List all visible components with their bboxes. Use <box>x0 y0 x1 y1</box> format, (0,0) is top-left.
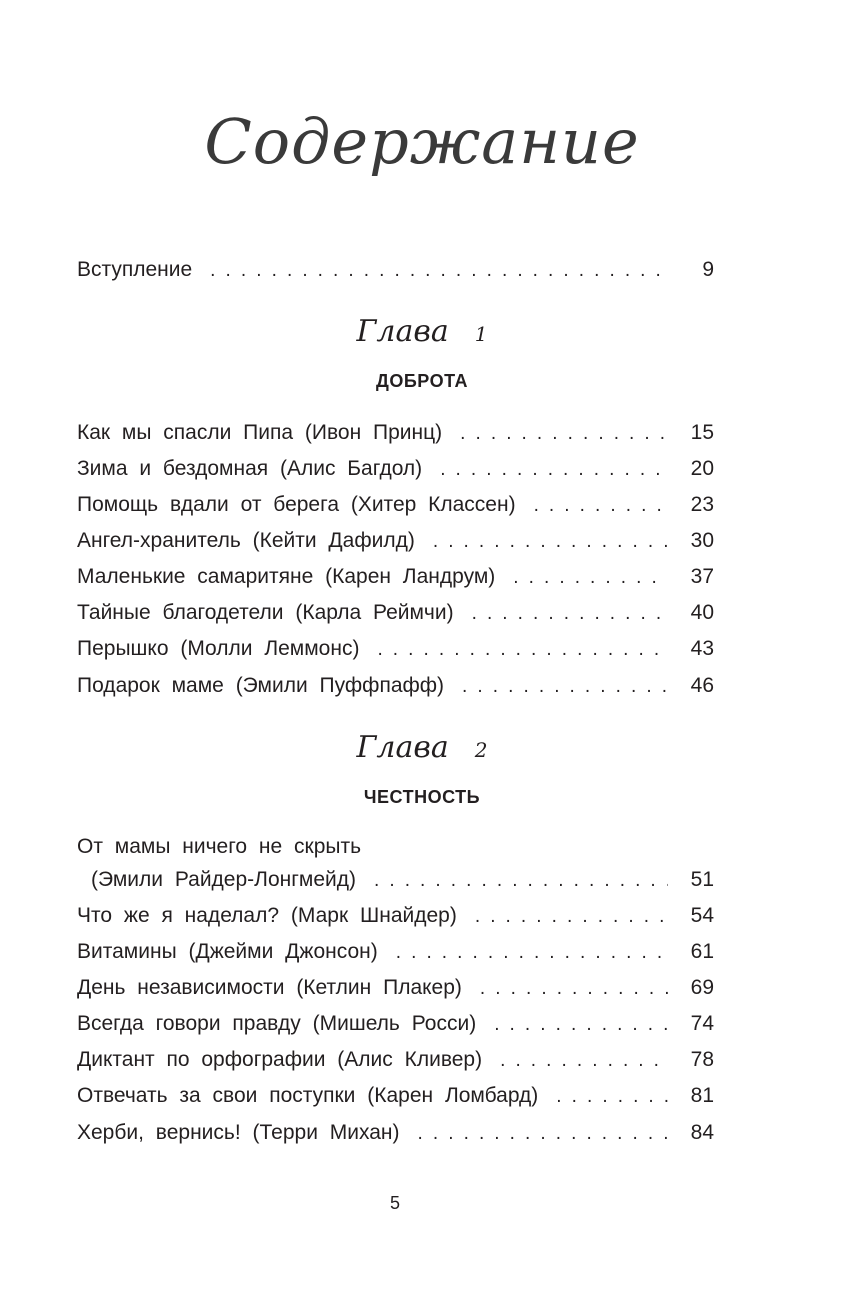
toc-entry-intro[interactable] <box>77 257 714 284</box>
toc-entry[interactable] <box>77 600 714 627</box>
toc-entry-page: 9 <box>702 258 714 281</box>
toc-entry-page: 43 <box>690 637 714 660</box>
toc-entry-label: Ангел-хранитель (Кейти Дафилд) <box>77 529 415 552</box>
dot-leader <box>472 601 668 627</box>
toc-entry-label: Херби, вернись! (Терри Михан) <box>77 1121 400 1144</box>
toc-entry[interactable] <box>77 673 714 700</box>
chapter-number: 2 <box>474 738 488 762</box>
chapter-number: 1 <box>474 322 488 346</box>
toc-entry[interactable] <box>77 903 714 930</box>
toc-entry[interactable] <box>77 528 714 555</box>
dot-leader <box>210 258 668 284</box>
toc-entry-label: Отвечать за свои поступки (Карен Ломбард) <box>77 1084 539 1107</box>
toc-entry[interactable] <box>77 1011 714 1038</box>
dot-leader <box>462 674 668 700</box>
page-title: Содержание <box>204 105 640 178</box>
dot-leader <box>377 637 668 663</box>
toc-entry[interactable] <box>77 636 714 663</box>
dot-leader <box>460 421 668 447</box>
toc-entry[interactable] <box>77 456 714 483</box>
toc-entry[interactable] <box>77 867 714 894</box>
dot-leader <box>500 1048 668 1074</box>
toc-entry-label: Как мы спасли Пипа (Ивон Принц) <box>77 421 443 444</box>
toc-entry-page: 51 <box>690 868 714 891</box>
toc-entry[interactable] <box>77 564 714 591</box>
toc-entry-page: 20 <box>690 457 714 480</box>
toc-entry[interactable] <box>77 939 714 966</box>
toc-entry-page: 61 <box>690 940 714 963</box>
toc-entry-label: Всегда говори правду (Мишель Росси) <box>77 1012 477 1035</box>
toc-entry-page: 81 <box>690 1084 714 1107</box>
toc-entry-page: 46 <box>690 674 714 697</box>
dot-leader <box>494 1012 668 1038</box>
toc-entry-label: Зима и бездомная (Алис Багдол) <box>77 457 423 480</box>
chapter-word: Глава <box>356 314 449 349</box>
toc-entry[interactable] <box>77 1047 714 1074</box>
page-number: 5 <box>389 1193 400 1213</box>
dot-leader <box>534 493 668 519</box>
toc-entry-page: 74 <box>690 1012 714 1035</box>
toc-entry-page: 37 <box>690 565 714 588</box>
dot-leader <box>556 1084 668 1110</box>
dot-leader <box>480 976 668 1002</box>
toc-entry-label: Подарок маме (Эмили Пуффпафф) <box>77 674 445 697</box>
toc-entry-page: 54 <box>690 904 714 927</box>
toc-entry[interactable] <box>77 492 714 519</box>
chapter-name-1: ДОБРОТА <box>376 371 468 391</box>
toc-entry-label: День независимости (Кетлин Плакер) <box>77 976 462 999</box>
toc-entry[interactable] <box>77 1083 714 1110</box>
chapter-heading-1 <box>0 314 844 349</box>
toc-entry[interactable] <box>77 975 714 1002</box>
dot-leader <box>475 904 668 930</box>
dot-leader <box>433 529 668 555</box>
dot-leader <box>418 1121 668 1147</box>
toc-entry-page: 84 <box>690 1121 714 1144</box>
dot-leader <box>374 868 668 894</box>
toc-entry-label: Перышко (Молли Леммонс) <box>77 637 360 660</box>
toc-entry-label: (Эмили Райдер-Лонгмейд) <box>91 868 356 891</box>
toc-entry-first-line[interactable]: От мамы ничего не скрыть <box>77 835 362 858</box>
dot-leader <box>396 940 668 966</box>
toc-entry[interactable] <box>77 420 714 447</box>
toc-entry-label: Витамины (Джейми Джонсон) <box>77 940 378 963</box>
toc-entry-page: 30 <box>690 529 714 552</box>
toc-entry-page: 15 <box>690 421 714 444</box>
toc-entry-label: Что же я наделал? (Марк Шнайдер) <box>77 904 457 927</box>
toc-entry-label: Диктант по орфографии (Алис Кливер) <box>77 1048 483 1071</box>
toc-entry-label: Маленькие самаритяне (Карен Ландрум) <box>77 565 496 588</box>
toc-entry-page: 23 <box>690 493 714 516</box>
chapter-name-2: ЧЕСТНОСТЬ <box>363 787 481 807</box>
toc-entry-label: Помощь вдали от берега (Хитер Классен) <box>77 493 516 516</box>
toc-entry[interactable] <box>77 1120 714 1147</box>
chapter-heading-2 <box>0 730 844 765</box>
toc-entry-label: Вступление <box>77 258 193 281</box>
dot-leader <box>440 457 668 483</box>
toc-entry-page: 40 <box>690 601 714 624</box>
toc-entry-page: 78 <box>690 1048 714 1071</box>
toc-entry-page: 69 <box>690 976 714 999</box>
dot-leader <box>513 565 668 591</box>
toc-entry-label: Тайные благодетели (Карла Реймчи) <box>77 601 454 624</box>
chapter-word: Глава <box>356 730 449 765</box>
